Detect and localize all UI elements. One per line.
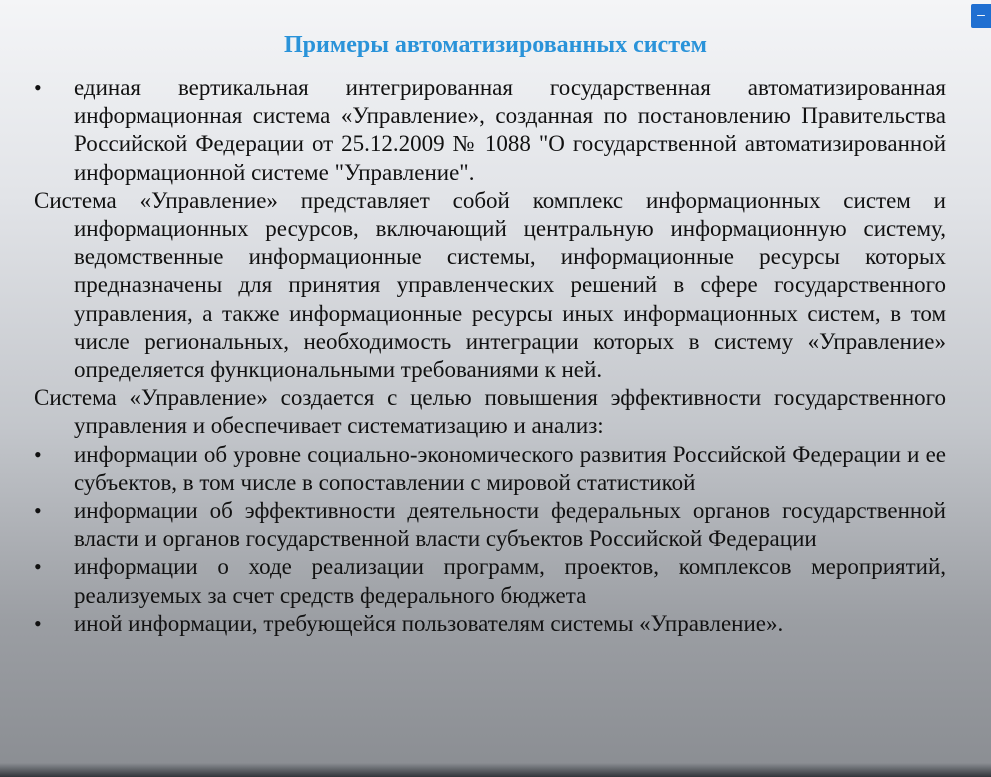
- bullet-item: [34, 74, 946, 187]
- collapse-button[interactable]: –: [971, 4, 991, 28]
- slide-body: [34, 74, 946, 638]
- bullet-text: единая вертикальная интегрированная государственная автоматизированная информационная система «Управление», созданная по постановлению Правительства Российской Федерации от 25.12.2009 № 1088 "О государственной автоматизированной информационной системе "Управление".: [74, 75, 946, 185]
- bullet-icon: •: [34, 441, 42, 467]
- slide-title: Примеры автоматизированных систем: [284, 32, 707, 58]
- bullet-item: [34, 610, 946, 638]
- bullet-icon: •: [34, 498, 42, 524]
- paragraph: Система «Управление» представляет собой комплекс информационных систем и информационных ресурсов, включающий центральную информационную систему, ведомственные информационные системы, информационные ресурсы которых предназначены для принятия управленческих решений в сфере государственного управления, а также информационные ресурсы иных информационных систем, в том числе региональных, необходимость интеграции которых в систему «Управление» определяется функциональными требованиями к ней.: [34, 187, 946, 383]
- bullet-icon: •: [34, 75, 42, 100]
- bullet-text: информации о ходе реализации программ, проектов, комплексов мероприятий, реализуемых за счет средств федерального бюджета: [74, 554, 946, 608]
- bullet-item: [34, 553, 946, 609]
- bullet-icon: •: [34, 554, 42, 580]
- bullet-text: информации об эффективности деятельности федеральных органов государственной власти и органов государственной власти субъектов Российской Федерации: [74, 498, 946, 552]
- bullet-icon: •: [34, 610, 42, 636]
- bullet-text: иной информации, требующейся пользователям системы «Управление».: [74, 610, 784, 636]
- paragraph: Система «Управление» создается с целью повышения эффективности государственного управления и обеспечивает систематизацию и анализ:: [34, 385, 946, 439]
- bullet-item: [34, 441, 946, 497]
- bullet-item: [34, 497, 946, 553]
- bullet-text: информации об уровне социально-экономического развития Российской Федерации и ее субъектов, в том числе в сопоставлении с мировой статистикой: [74, 441, 946, 495]
